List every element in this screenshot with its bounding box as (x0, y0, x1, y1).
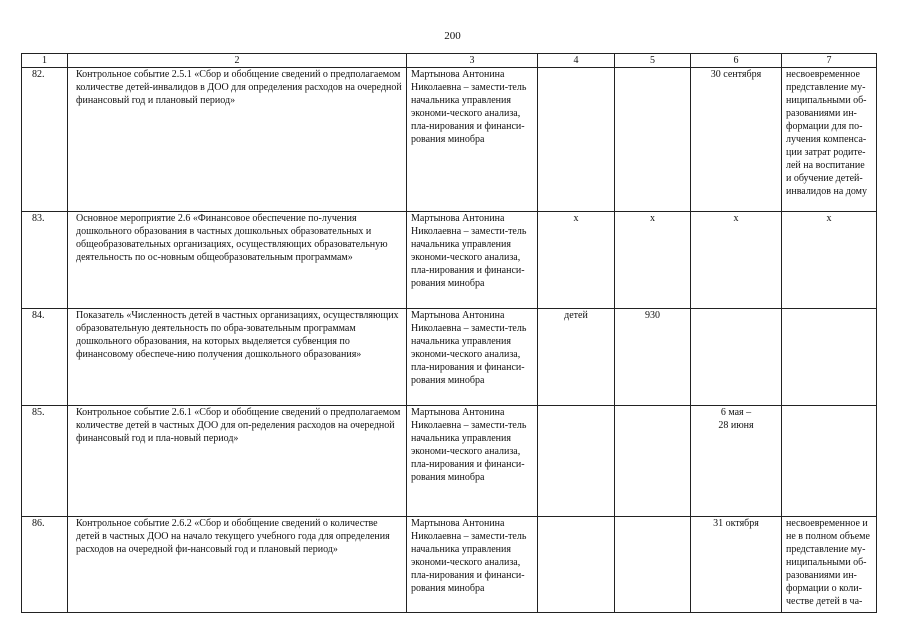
header-cell-2: 2 (68, 54, 407, 68)
value-cell: х (615, 212, 691, 309)
value-cell (615, 517, 691, 613)
header-cell-4: 4 (538, 54, 615, 68)
page-number: 200 (444, 30, 461, 42)
row-number: 82. (22, 68, 68, 212)
responsible-person: Мартынова Антонина Николаевна – замести-тель начальника управления экономи-ческого анализа, пла-нирования и финанси-рования минобра (407, 406, 538, 517)
row-number: 84. (22, 309, 68, 406)
row-number: 86. (22, 517, 68, 613)
risk-cell (782, 309, 877, 406)
header-row (22, 54, 877, 68)
item-description: Контрольное событие 2.5.1 «Сбор и обобщение сведений о предполагаемом количестве детей-инвалидов в ДОО для определения расходов на очередной финансовый год и плановый период» (68, 68, 407, 212)
header-cell-5: 5 (615, 54, 691, 68)
header-cell-3: 3 (407, 54, 538, 68)
responsible-person: Мартынова Антонина Николаевна – замести-тель начальника управления экономи-ческого анализа, пла-нирования и финанси-рования минобра (407, 309, 538, 406)
unit-cell (538, 68, 615, 212)
table-row (22, 309, 877, 406)
responsible-person: Мартынова Антонина Николаевна – замести-тель начальника управления экономи-ческого анализа, пла-нирования и финанси-рования минобра (407, 517, 538, 613)
risk-cell: несвоевременное представление му-ниципальными об-разованиями ин-формации для по-лучения компенса-ции затрат родите-лей на воспитание и обучение детей-инвалидов на дому (782, 68, 877, 212)
responsible-person: Мартынова Антонина Николаевна – замести-тель начальника управления экономи-ческого анализа, пла-нирования и финанси-рования минобра (407, 212, 538, 309)
header-cell-7: 7 (782, 54, 877, 68)
header-cell-1: 1 (22, 54, 68, 68)
responsible-person: Мартынова Антонина Николаевна – замести-тель начальника управления экономи-ческого анализа, пла-нирования и финанси-рования минобра (407, 68, 538, 212)
value-cell (615, 68, 691, 212)
row-number: 83. (22, 212, 68, 309)
header-cell-6: 6 (691, 54, 782, 68)
item-description: Контрольное событие 2.6.1 «Сбор и обобщение сведений о предполагаемом количестве детей в частных ДОО для оп-ределения расходов на очередной финансовый год и пла-новый период» (68, 406, 407, 517)
risk-cell: несвоевременное и не в полном объеме представление му-ниципальными об-разованиями ин-формации о коли-честве детей в ча- (782, 517, 877, 613)
value-cell: 930 (615, 309, 691, 406)
table-row (22, 68, 877, 212)
plan-table (21, 53, 877, 613)
item-description: Основное мероприятие 2.6 «Финансовое обеспечение по-лучения дошкольного образования в частных дошкольных образовательных и общеобразовательных организациях, осуществляющих образовательную деятельность по ос-новным общеобразовательным программам» (68, 212, 407, 309)
item-description: Контрольное событие 2.6.2 «Сбор и обобщение сведений о количестве детей в частных ДОО на начало текущего учебного года для определения расходов на очередной фи-нансовый год и плановый период» (68, 517, 407, 613)
table-row (22, 212, 877, 309)
deadline-cell: 6 мая – 28 июня (691, 406, 782, 517)
risk-cell: х (782, 212, 877, 309)
unit-cell (538, 406, 615, 517)
value-cell (615, 406, 691, 517)
unit-cell: х (538, 212, 615, 309)
item-description: Показатель «Численность детей в частных организациях, осуществляющих образовательную деятельность по обра-зовательным программам дошкольного образования, на которых выделяется субвенция по финансовому обеспече-нию получения дошкольного образования» (68, 309, 407, 406)
deadline-cell: х (691, 212, 782, 309)
table-row (22, 517, 877, 613)
risk-cell (782, 406, 877, 517)
unit-cell: детей (538, 309, 615, 406)
deadline-cell (691, 309, 782, 406)
unit-cell (538, 517, 615, 613)
table-row (22, 406, 877, 517)
deadline-cell: 31 октября (691, 517, 782, 613)
row-number: 85. (22, 406, 68, 517)
deadline-cell: 30 сентября (691, 68, 782, 212)
